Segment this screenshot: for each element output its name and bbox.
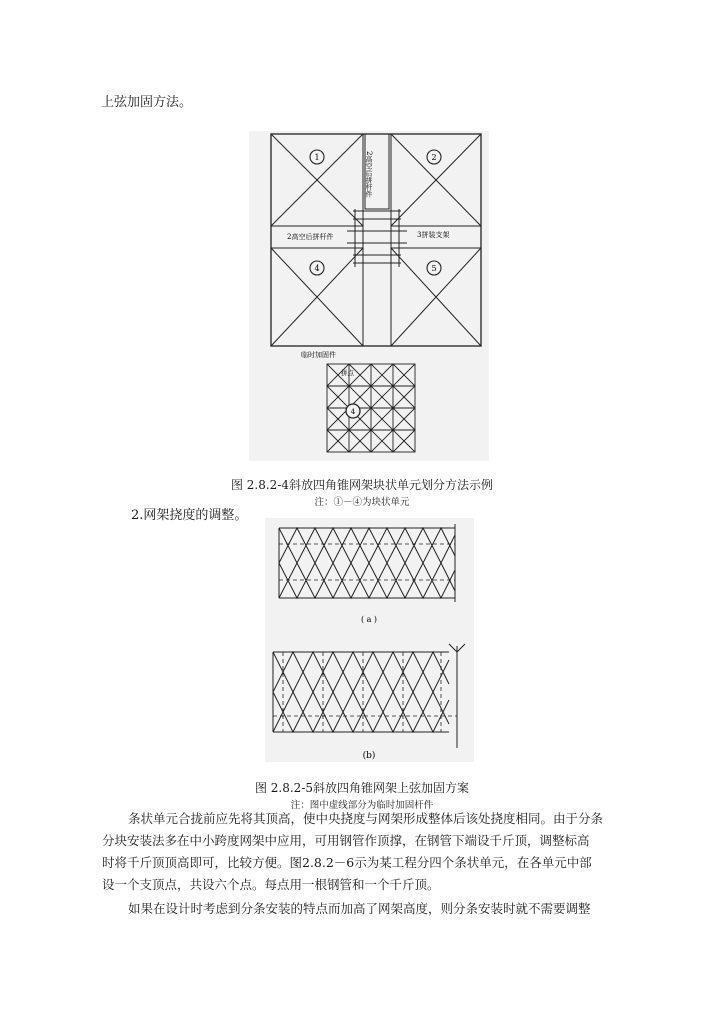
- unit-label-2: 2: [431, 153, 437, 162]
- figure-2: [265, 518, 474, 762]
- paragraph-2-line-1: 如果在设计时考虑到分条安装的特点而加高了网架高度，则分条安装时就不需要调整: [128, 901, 591, 916]
- figure-2b-label: (b): [362, 751, 376, 761]
- intro-line: 上弦加固方法。: [101, 95, 193, 110]
- section-heading: 2.网架挠度的调整。: [131, 508, 248, 523]
- support-label: 3拼装支架: [417, 231, 450, 239]
- figure-2-drawing: [265, 518, 474, 762]
- side-label: 2高空后拼杆件: [287, 233, 334, 241]
- figure-2a-label: ( a ): [360, 615, 378, 624]
- unit-label-1: 1: [314, 153, 320, 162]
- figure-2-caption: 图 2.8.2-5斜放四角锥网架上弦加固方案: [254, 781, 470, 795]
- figure-2-note: 注：图中虚线部分为临时加固杆件: [290, 800, 434, 811]
- small-grid-unit: 4: [350, 408, 356, 416]
- figure-1-caption: 图 2.8.2-4斜放四角锥网架块状单元划分方法示例: [230, 478, 494, 492]
- figure-1: [249, 131, 489, 461]
- paragraph-1-line-4: 设一个支顶点，共设六个点。每点用一根钢管和一个千斤顶。: [102, 877, 440, 892]
- paragraph-1-line-2: 分块安装法多在中小跨度网架中应用，可用钢管作顶撑，在钢管下端设千斤顶，调整标高: [102, 833, 590, 848]
- unit-label-4: 4: [314, 264, 320, 273]
- paragraph-1-line-1: 条状单元合拢前应先将其顶高，使中央挠度与网架形成整体后该处挠度相同。由于分条: [128, 811, 604, 826]
- small-grid-label: 拼点: [341, 369, 354, 377]
- paragraph-1-line-3: 时将千斤顶顶高即可，比较方便。图2.8.2－6示为某工程分四个条状单元，在各单元中部: [102, 855, 592, 870]
- vertical-label: 2高空后拼杆件: [365, 151, 373, 198]
- unit-label-5: 5: [431, 264, 437, 273]
- figure-1-note: 注：①－④为块状单元: [314, 497, 410, 508]
- temp-label: 临时加固件: [301, 351, 336, 359]
- figure-1-drawing: [249, 131, 489, 461]
